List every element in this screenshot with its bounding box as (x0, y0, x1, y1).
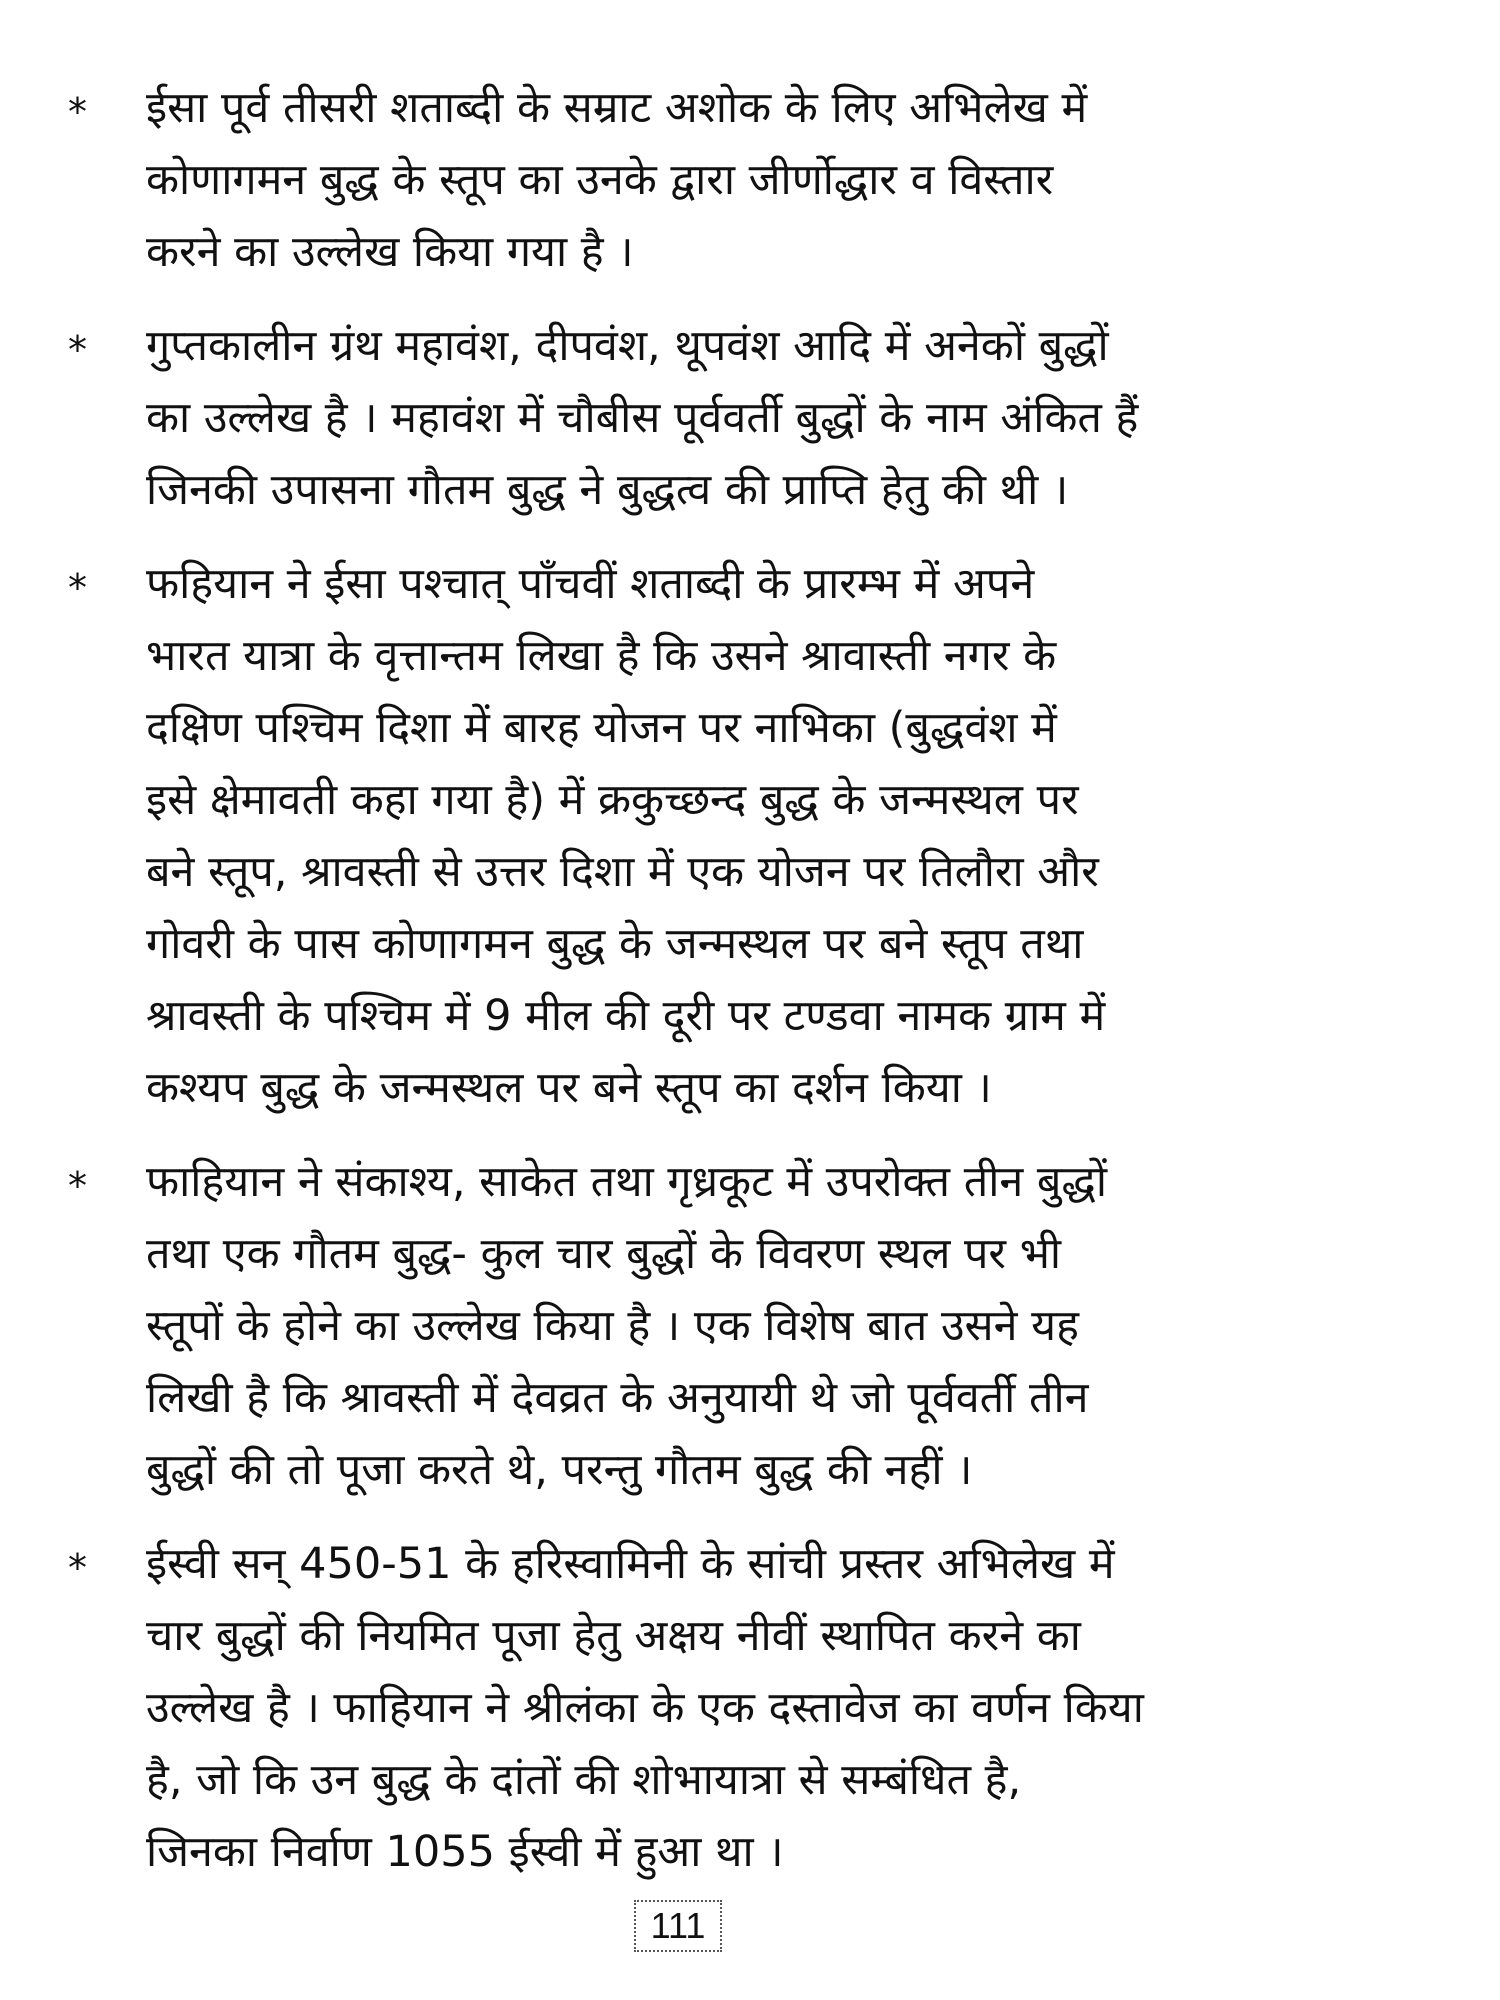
text-line: का उल्लेख है । महावंश में चौबीस पूर्ववर्ती बुद्धों के नाम अंकित हैं (146, 393, 1139, 443)
text-line: दक्षिण पश्चिम दिशा में बारह योजन पर नाभिका (बुद्धवंश में (146, 703, 1057, 753)
text-line: चार बुद्धों की नियमित पूजा हेतु अक्षय नीवीं स्थापित करने का (146, 1611, 1081, 1661)
bullet-paragraph (60, 1528, 1440, 1888)
text-line: कश्यप बुद्ध के जन्मस्थल पर बने स्तूप का दर्शन किया । (146, 1063, 992, 1113)
bullet-paragraph (60, 310, 1440, 526)
text-line: है, जो कि उन बुद्ध के दांतों की शोभायात्रा से सम्बंधित है, (146, 1755, 1022, 1805)
text-line: कोणागमन बुद्ध के स्तूप का उनके द्वारा जीर्णोद्धार व विस्तार (146, 155, 1054, 205)
bullet-paragraph (60, 1146, 1440, 1506)
text-line: इसे क्षेमावती कहा गया है) में क्रकुच्छन्द बुद्ध के जन्मस्थल पर (146, 775, 1079, 825)
text-line: फाहियान ने संकाश्य, साकेत तथा गृध्रकूट में उपरोक्त तीन बुद्धों (146, 1157, 1107, 1207)
text-line: बुद्धों की तो पूजा करते थे, परन्तु गौतम बुद्ध की नहीं । (146, 1445, 973, 1495)
text-line: जिनकी उपासना गौतम बुद्ध ने बुद्धत्व की प्राप्ति हेतु की थी । (146, 465, 1069, 515)
bullet-paragraph (60, 548, 1440, 1124)
text-line: गोवरी के पास कोणागमन बुद्ध के जन्मस्थल पर बने स्तूप तथा (146, 919, 1084, 969)
page-body (60, 72, 1440, 1910)
text-line: उल्लेख है । फाहियान ने श्रीलंका के एक दस्तावेज का वर्णन किया (146, 1683, 1144, 1733)
text-line: फहियान ने ईसा पश्चात् पाँचवीं शताब्दी के प्रारम्भ में अपने (146, 559, 1035, 609)
text-line: ईसा पूर्व तीसरी शताब्दी के सम्राट अशोक के लिए अभिलेख में (146, 83, 1088, 133)
text-line: स्तूपों के होने का उल्लेख किया है । एक विशेष बात उसने यह (146, 1301, 1079, 1351)
page-number: 111 (634, 1900, 722, 1952)
bullet-paragraph (60, 72, 1440, 288)
text-line: लिखी है कि श्रावस्ती में देवव्रत के अनुयायी थे जो पूर्ववर्ती तीन (146, 1373, 1089, 1423)
bullet-asterisk: * (68, 90, 87, 134)
text-line: श्रावस्ती के पश्चिम में 9 मील की दूरी पर टण्डवा नामक ग्राम में (146, 991, 1106, 1041)
text-line: तथा एक गौतम बुद्ध- कुल चार बुद्धों के विवरण स्थल पर भी (146, 1229, 1062, 1279)
bullet-asterisk: * (68, 1164, 87, 1208)
bullet-asterisk: * (68, 1546, 87, 1590)
text-line: भारत यात्रा के वृत्तान्तम लिखा है कि उसने श्रावास्ती नगर के (146, 631, 1057, 681)
text-line: गुप्तकालीन ग्रंथ महावंश, दीपवंश, थूपवंश आदि में अनेकों बुद्धों (146, 321, 1109, 371)
text-line: ईस्वी सन् 450-51 के हरिस्वामिनी के सांची प्रस्तर अभिलेख में (146, 1539, 1115, 1589)
bullet-asterisk: * (68, 328, 87, 372)
text-line: करने का उल्लेख किया गया है । (146, 227, 634, 277)
bullet-asterisk: * (68, 566, 87, 610)
text-line: बने स्तूप, श्रावस्ती से उत्तर दिशा में एक योजन पर तिलौरा और (146, 847, 1099, 897)
text-line: जिनका निर्वाण 1055 ईस्वी में हुआ था । (146, 1827, 784, 1877)
